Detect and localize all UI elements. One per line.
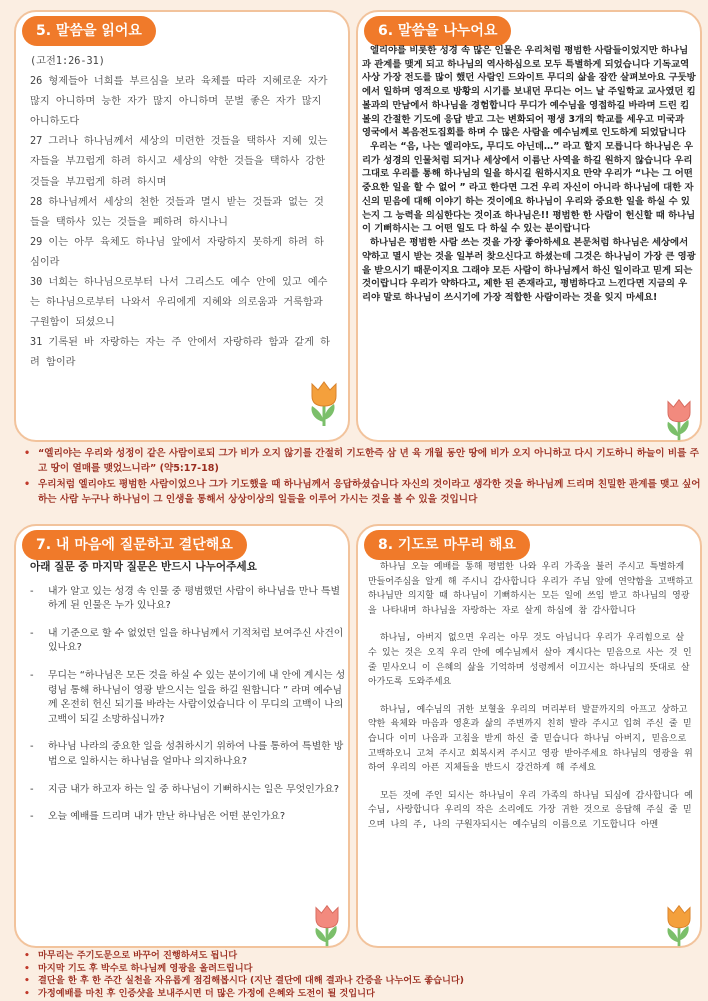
verse: 26 형제들아 너희를 부르심을 보라 육체를 따라 지혜로운 자가 많지 아니하며 능한 자가 많지 아니하며 문벌 좋은 자가 많지 아니하도다 (30, 76, 328, 128)
tulip-icon (660, 396, 698, 442)
note-item: • 결단을 한 후 한 주간 실천을 자유롭게 점검해봅시다 (지난 결단에 대해 결과나 간증을 나누어도 좋습니다) (22, 975, 702, 988)
sermon-paragraph: 하나님은 평범한 사람 쓰는 것을 가장 좋아하세요 본문처럼 하나님은 세상에서 약하고 멸시 받는 것을 일부러 찾으신다고 하셨는데 그것은 하나님이 가장 큰 영광을 받으시기 때문이지요 그래야 모든 사람이 하나님께서 하신 일이라고 믿게 되는 것이랍니다 우리가 약하다고, 제한 된 존재라고, 평범하다고 느낀다면 지금의 우리야 말로 하나님이 쓰시기에 가장 적합한 사람이라는 것을 잊지 마세요! (362, 237, 696, 303)
question-item: - 무디는 “하나님은 모든 것을 하실 수 있는 분이기에 내 안에 계시는 성령님 통해 하나님이 영광 받으시는 일을 하길 원합니다 ” 라며 예수님께 온전히 헌신 되기를 바라는 사람이었습니다 이 무디의 고백이 나의 고백이 되길 소망하십니까? (30, 669, 346, 725)
question-item: - 지금 내가 하고자 하는 일 중 하나님이 기뻐하시는 일은 무엇인가요? (30, 783, 340, 795)
sermon-paragraph: 엘리야를 비롯한 성경 속 많은 인물은 우리처럼 평범한 사람들이었지만 하나님과 관계를 맺게 되고 하나님의 역사하심으로 모두 특별하게 되었습니다 기독교역사상 가장 전도를 많이 했던 사람인 드와이트 무디의 삶을 잠깐 살펴보아요 구둣방에서 일하며 영적으로 방황의 시기를 보내던 무디는 어느 날 주일학교 교사였던 킴볼과의 만남에서 하나님을 경험합니다 무디가 예수님을 영접하길 바라며 드린 킴볼의 간절한 기도에 응답 받고 그는 변화되어 평생 3개의 학교를 세우고 미국과 영국에서 복음전도집회를 하며 수 많은 사람을 예수님께로 인도하게 되었답니다 (362, 45, 696, 139)
question-item: - 내 기준으로 할 수 없었던 일을 하나님께서 기적처럼 보여주신 사건이 있나요? (30, 627, 344, 654)
note-item: • 우리처럼 엘리야도 평범한 사람이었으나 그가 기도했을 때 하나님께서 응답하셨습니다 자신의 것이라고 생각한 것을 하나님께 드리며 친밀한 관계를 맺고 싶어하는 사람 누구나 하나님이 그 인생을 통해서 상상이상의 일들을 이루어 가시는 것을 볼 수 있을 것입니다 (22, 477, 702, 508)
tulip-icon (660, 902, 698, 948)
scripture-text (30, 52, 330, 374)
note-item: • 마지막 기도 후 박수로 하나님께 영광을 올려드립니다 (22, 963, 702, 976)
question-item: - 내가 알고 있는 성경 속 인물 중 평범했던 사람이 하나님을 만나 특별하게 된 인물은 누가 있나요? (30, 585, 341, 612)
tulip-icon (304, 378, 344, 428)
note-item: • 마무리는 주기도문으로 바꾸어 진행하셔도 됩니다 (22, 950, 702, 963)
panel-share-word-title: 6. 말씀을 나누어요 (364, 16, 511, 46)
panel-questions-title: 7. 내 마음에 질문하고 결단해요 (22, 530, 247, 560)
panel-prayer-title: 8. 기도로 마무리 해요 (364, 530, 530, 560)
prayer-paragraph: 하나님 오늘 예배를 통해 평범한 나와 우리 가족을 불러 주시고 특별하게 만들어주심을 알게 해 주시니 감사합니다 우리가 주님 앞에 연약함을 고백하고 하나님만 의지할 때 하나님이 기뻐하시는 모든 일에 쓰임 받고 하나님의 영광을 나타내며 하나님을 자랑하는 자로 살게 하심에 참 감사합니다 (368, 562, 693, 616)
prayer-text (368, 560, 698, 846)
note-item: • 가정예배를 마친 후 인증샷을 보내주시면 더 많은 가정에 은혜와 도전이 될 것입니다 (22, 988, 702, 1001)
verse: 30 너희는 하나님으로부터 나서 그리스도 예수 안에 있고 예수는 하나님으로부터 나와서 우리에게 지혜와 의로움과 거룩함과 구원함이 되셨으니 (30, 277, 328, 329)
questions-list (30, 560, 346, 838)
note-item: • “엘리야는 우리와 성정이 같은 사람이로되 그가 비가 오지 않기를 간절히 기도한즉 삼 년 육 개월 동안 땅에 비가 오지 아니하고 다시 기도하니 하늘이 비를 주고 땅이 열매를 맺었느니라” (약5:17-18) (22, 446, 702, 477)
sermon-paragraph: 우리는 “음, 나는 엘리야도, 무디도 아닌데…” 라고 할지 모릅니다 하나님은 우리가 성경의 인물처럼 되거나 세상에서 이름난 사역을 하길 원하지 않습니다 우리 그대로 우리를 통해 하나님의 일을 하시길 원하시지요 만약 우리가 “나는 그 어떤 중요한 일을 할 수 없어 ” 라고 한다면 그건 우리 자신이 아니라 하나님에 대한 자신의 믿음에 대해 이야기 하는 것이에요 하나님이 우리와 중요한 일을 하실 수 있는지 그 능력을 의심한다는 것이죠 하나님은!! 평범한 한 사람이 헌신할 때 하나님이 기뻐하시는 그 어떤 일도 다 하실 수 있는 분이랍니다 (362, 141, 696, 235)
tulip-icon (308, 902, 346, 948)
scripture-reference: (고전1:26-31) (30, 56, 105, 67)
sermon-text (362, 44, 696, 305)
middle-notes (22, 446, 702, 508)
prayer-paragraph: 하나님, 아버지 없으면 우리는 아무 것도 아닙니다 우리가 우리힘으로 살 수 있는 것은 오직 우리 안에 예수님께서 살아 계시다는 믿음으로 사는 것 인줄 믿사오니 이 은혜의 삶을 기억하며 성령께서 이끄시는 하나님의 뜻대로 살아가도록 도와주세요 (368, 633, 692, 688)
question-item: - 오늘 예배를 드리며 내가 만난 하나님은 어떤 분인가요? (30, 811, 286, 823)
questions-lead: 아래 질문 중 마지막 질문은 반드시 나누어주세요 (30, 561, 257, 573)
verse: 27 그러나 하나님께서 세상의 미련한 것들을 택하사 지혜 있는 자들을 부끄럽게 하려 하시고 세상의 약한 것들을 택하사 강한 것들을 부끄럽게 하려 하시며 (30, 136, 328, 188)
bottom-notes (22, 950, 702, 1000)
panel-read-word-title: 5. 말씀을 읽어요 (22, 16, 156, 46)
prayer-paragraph: 하나님, 예수님의 귀한 보혈을 우리의 머리부터 발끝까지의 아프고 상하고 약한 육체와 마음과 영혼과 삶의 주변까지 친히 발라 주시고 입혀 주신 줄 믿습니다 이미 나음과 고침을 받게 하신 줄 믿습니다 하나님 아버지, 믿음으로 고백하오니 고쳐 주시고 회복시켜 주시고 영광 받아주세요 하나님의 영광을 위하여 우리의 아픈 지체들을 반드시 강건하게 해 주세요 (368, 704, 693, 774)
verse: 29 이는 아무 육체도 하나님 앞에서 자랑하지 못하게 하려 하심이라 (30, 236, 324, 268)
verse: 31 기록된 바 자랑하는 자는 주 안에서 자랑하라 함과 같게 하려 함이라 (30, 337, 330, 369)
prayer-paragraph: 모든 것에 주인 되시는 하나님이 우리 가족의 하나님 되심에 감사합니다 예수님, 사랑합니다 우리의 작은 소리에도 가장 귀한 것으로 응답해 주실 줄 믿으며 나의 주, 나의 구원자되시는 예수님의 이름으로 기도합니다 아멘 (368, 790, 693, 830)
question-item: - 하나님 나라의 중요한 일을 성취하시기 위하여 나를 통하여 특별한 방법으로 일하시는 하나님을 얼마나 의지하나요? (30, 741, 344, 767)
verse: 28 하나님께서 세상의 천한 것들과 멸시 받는 것들과 없는 것들을 택하사 있는 것들을 폐하려 하시나니 (30, 196, 324, 228)
